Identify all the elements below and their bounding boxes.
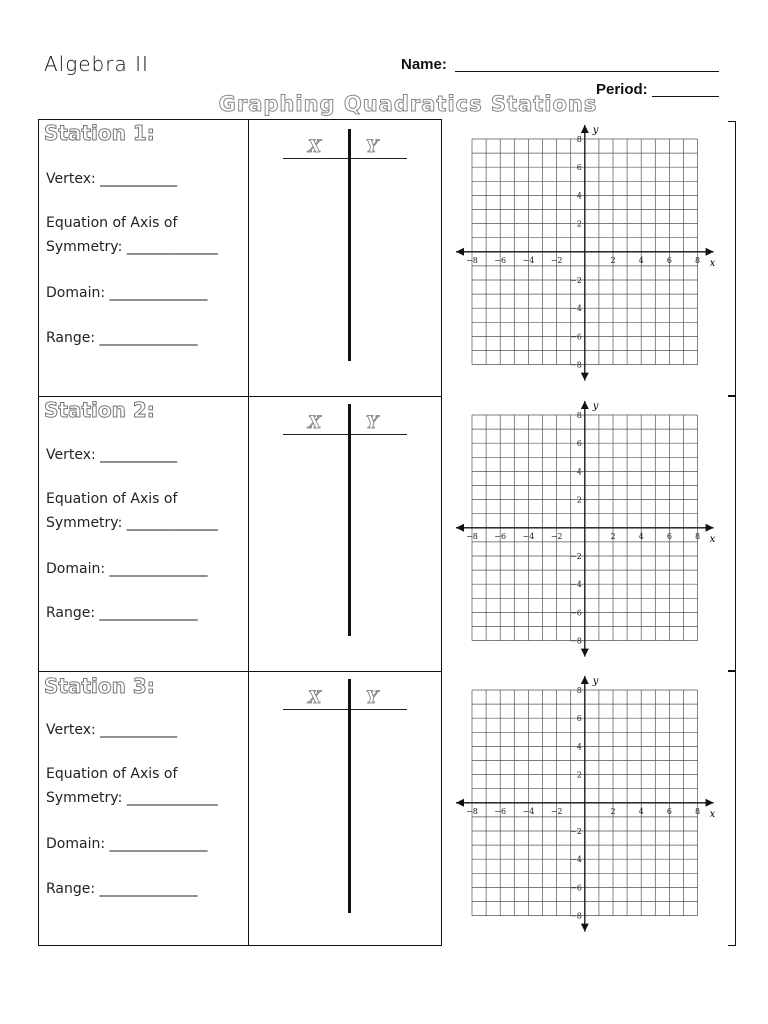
- x-tick-label: 6: [666, 531, 672, 541]
- coordinate-grid-2[interactable]: [452, 395, 720, 667]
- station-1-range: Range: ______________: [46, 330, 198, 346]
- x-tick-label: −2: [550, 255, 563, 265]
- y-axis-arrow-up: [581, 125, 589, 133]
- y-axis-label: y: [592, 676, 599, 687]
- tchart-header-line: [283, 434, 407, 435]
- x-tick-label: −4: [522, 255, 535, 265]
- x-tick-label: 8: [695, 255, 701, 265]
- x-tick-label: −8: [466, 806, 478, 816]
- y-tick-label: −6: [570, 332, 582, 342]
- y-tick-label: −2: [570, 827, 582, 836]
- y-tick-label: −6: [570, 608, 582, 618]
- y-tick-label: −4: [570, 855, 582, 865]
- y-tick-label: −8: [570, 360, 582, 370]
- station-1-axis-line2: Symmetry: _____________: [46, 239, 218, 255]
- table-row-divider: [38, 671, 442, 672]
- tchart-divider: [348, 404, 351, 636]
- station-3-axis-line2: Symmetry: _____________: [46, 790, 218, 806]
- station-1-domain: Domain: ______________: [46, 285, 208, 301]
- tchart-divider: [348, 679, 351, 913]
- station-2-vertex: Vertex: ___________: [46, 447, 178, 463]
- x-tick-label: 2: [610, 255, 616, 265]
- x-tick-label: −6: [494, 255, 507, 265]
- x-tick-label: 4: [638, 255, 644, 265]
- x-tick-label: 8: [695, 531, 701, 541]
- x-tick-label: −4: [522, 806, 535, 816]
- x-tick-label: 8: [695, 806, 701, 816]
- x-axis-label: x: [709, 533, 716, 545]
- x-axis-arrow-left: [456, 799, 464, 807]
- tchart-x-header: X: [308, 688, 322, 708]
- y-tick-label: 2: [576, 219, 582, 229]
- table-row-divider: [38, 396, 442, 397]
- station-3-domain: Domain: ______________: [46, 836, 208, 852]
- tchart-header-line: [283, 709, 407, 710]
- row-bracket: [728, 121, 736, 396]
- tchart-x-header: X: [308, 137, 322, 157]
- y-tick-label: 8: [576, 411, 582, 420]
- x-tick-label: −8: [466, 531, 478, 541]
- name-label: Name:: [401, 56, 447, 73]
- course-title: Algebra II: [44, 52, 149, 76]
- y-tick-label: 8: [576, 686, 582, 695]
- tchart-x-header: X: [308, 413, 322, 433]
- y-axis-arrow-down: [581, 373, 589, 381]
- tchart-y-header: Y: [366, 137, 379, 157]
- y-axis-arrow-down: [581, 649, 589, 657]
- y-tick-label: 6: [576, 163, 582, 173]
- x-axis-label: x: [709, 257, 716, 269]
- period-label: Period:: [596, 81, 648, 98]
- x-tick-label: −4: [522, 531, 535, 541]
- x-tick-label: −6: [494, 531, 507, 541]
- y-tick-label: −8: [570, 636, 582, 646]
- station-2-axis-line1: Equation of Axis of: [46, 491, 178, 507]
- x-tick-label: −8: [466, 255, 478, 265]
- y-tick-label: −2: [570, 276, 582, 285]
- station-2-domain: Domain: ______________: [46, 561, 208, 577]
- y-tick-label: −4: [570, 304, 582, 314]
- y-tick-label: 4: [576, 191, 582, 201]
- x-tick-label: 2: [610, 531, 616, 541]
- x-tick-label: −2: [550, 531, 563, 541]
- station-3-vertex: Vertex: ___________: [46, 722, 178, 738]
- y-tick-label: 6: [576, 439, 582, 449]
- y-axis-arrow-up: [581, 676, 589, 684]
- x-tick-label: 2: [610, 806, 616, 816]
- y-axis-label: y: [592, 401, 599, 412]
- name-line[interactable]: [455, 71, 719, 72]
- station-1-vertex: Vertex: ___________: [46, 171, 178, 187]
- station-2-axis-line2: Symmetry: _____________: [46, 515, 218, 531]
- x-axis-label: x: [709, 808, 716, 820]
- y-tick-label: −2: [570, 552, 582, 561]
- y-tick-label: 6: [576, 714, 582, 724]
- y-tick-label: 2: [576, 495, 582, 505]
- x-axis-arrow-left: [456, 248, 464, 256]
- worksheet-title: Graphing Quadratics Stations: [218, 92, 598, 116]
- x-tick-label: −2: [550, 806, 563, 816]
- station-2-range: Range: ______________: [46, 605, 198, 621]
- x-tick-label: 6: [666, 255, 672, 265]
- x-tick-label: 4: [638, 531, 644, 541]
- row-bracket: [728, 396, 736, 671]
- station-3-axis-line1: Equation of Axis of: [46, 766, 178, 782]
- y-tick-label: 8: [576, 135, 582, 144]
- y-axis-arrow-up: [581, 401, 589, 409]
- station-1-title: Station 1:: [44, 121, 155, 145]
- x-tick-label: 6: [666, 806, 672, 816]
- y-tick-label: 2: [576, 770, 582, 780]
- station-3-range: Range: ______________: [46, 881, 198, 897]
- tchart-header-line: [283, 158, 407, 159]
- x-tick-label: −6: [494, 806, 507, 816]
- y-tick-label: −6: [570, 883, 582, 893]
- coordinate-grid-3[interactable]: [452, 670, 720, 942]
- coordinate-grid-1[interactable]: [452, 119, 720, 391]
- tchart-divider: [348, 129, 351, 361]
- period-line[interactable]: [652, 96, 719, 97]
- table-column-divider: [248, 119, 249, 946]
- y-tick-label: −8: [570, 911, 582, 921]
- y-axis-arrow-down: [581, 924, 589, 932]
- y-axis-label: y: [592, 125, 599, 136]
- x-axis-arrow-right: [706, 799, 714, 807]
- y-tick-label: −4: [570, 580, 582, 590]
- tchart-y-header: Y: [366, 688, 379, 708]
- station-3-title: Station 3:: [44, 674, 155, 698]
- x-tick-label: 4: [638, 806, 644, 816]
- x-axis-arrow-left: [456, 524, 464, 532]
- station-2-title: Station 2:: [44, 398, 155, 422]
- x-axis-arrow-right: [706, 248, 714, 256]
- x-axis-arrow-right: [706, 524, 714, 532]
- y-tick-label: 4: [576, 742, 582, 752]
- row-bracket: [728, 671, 736, 946]
- tchart-y-header: Y: [366, 413, 379, 433]
- y-tick-label: 4: [576, 467, 582, 477]
- station-1-axis-line1: Equation of Axis of: [46, 215, 178, 231]
